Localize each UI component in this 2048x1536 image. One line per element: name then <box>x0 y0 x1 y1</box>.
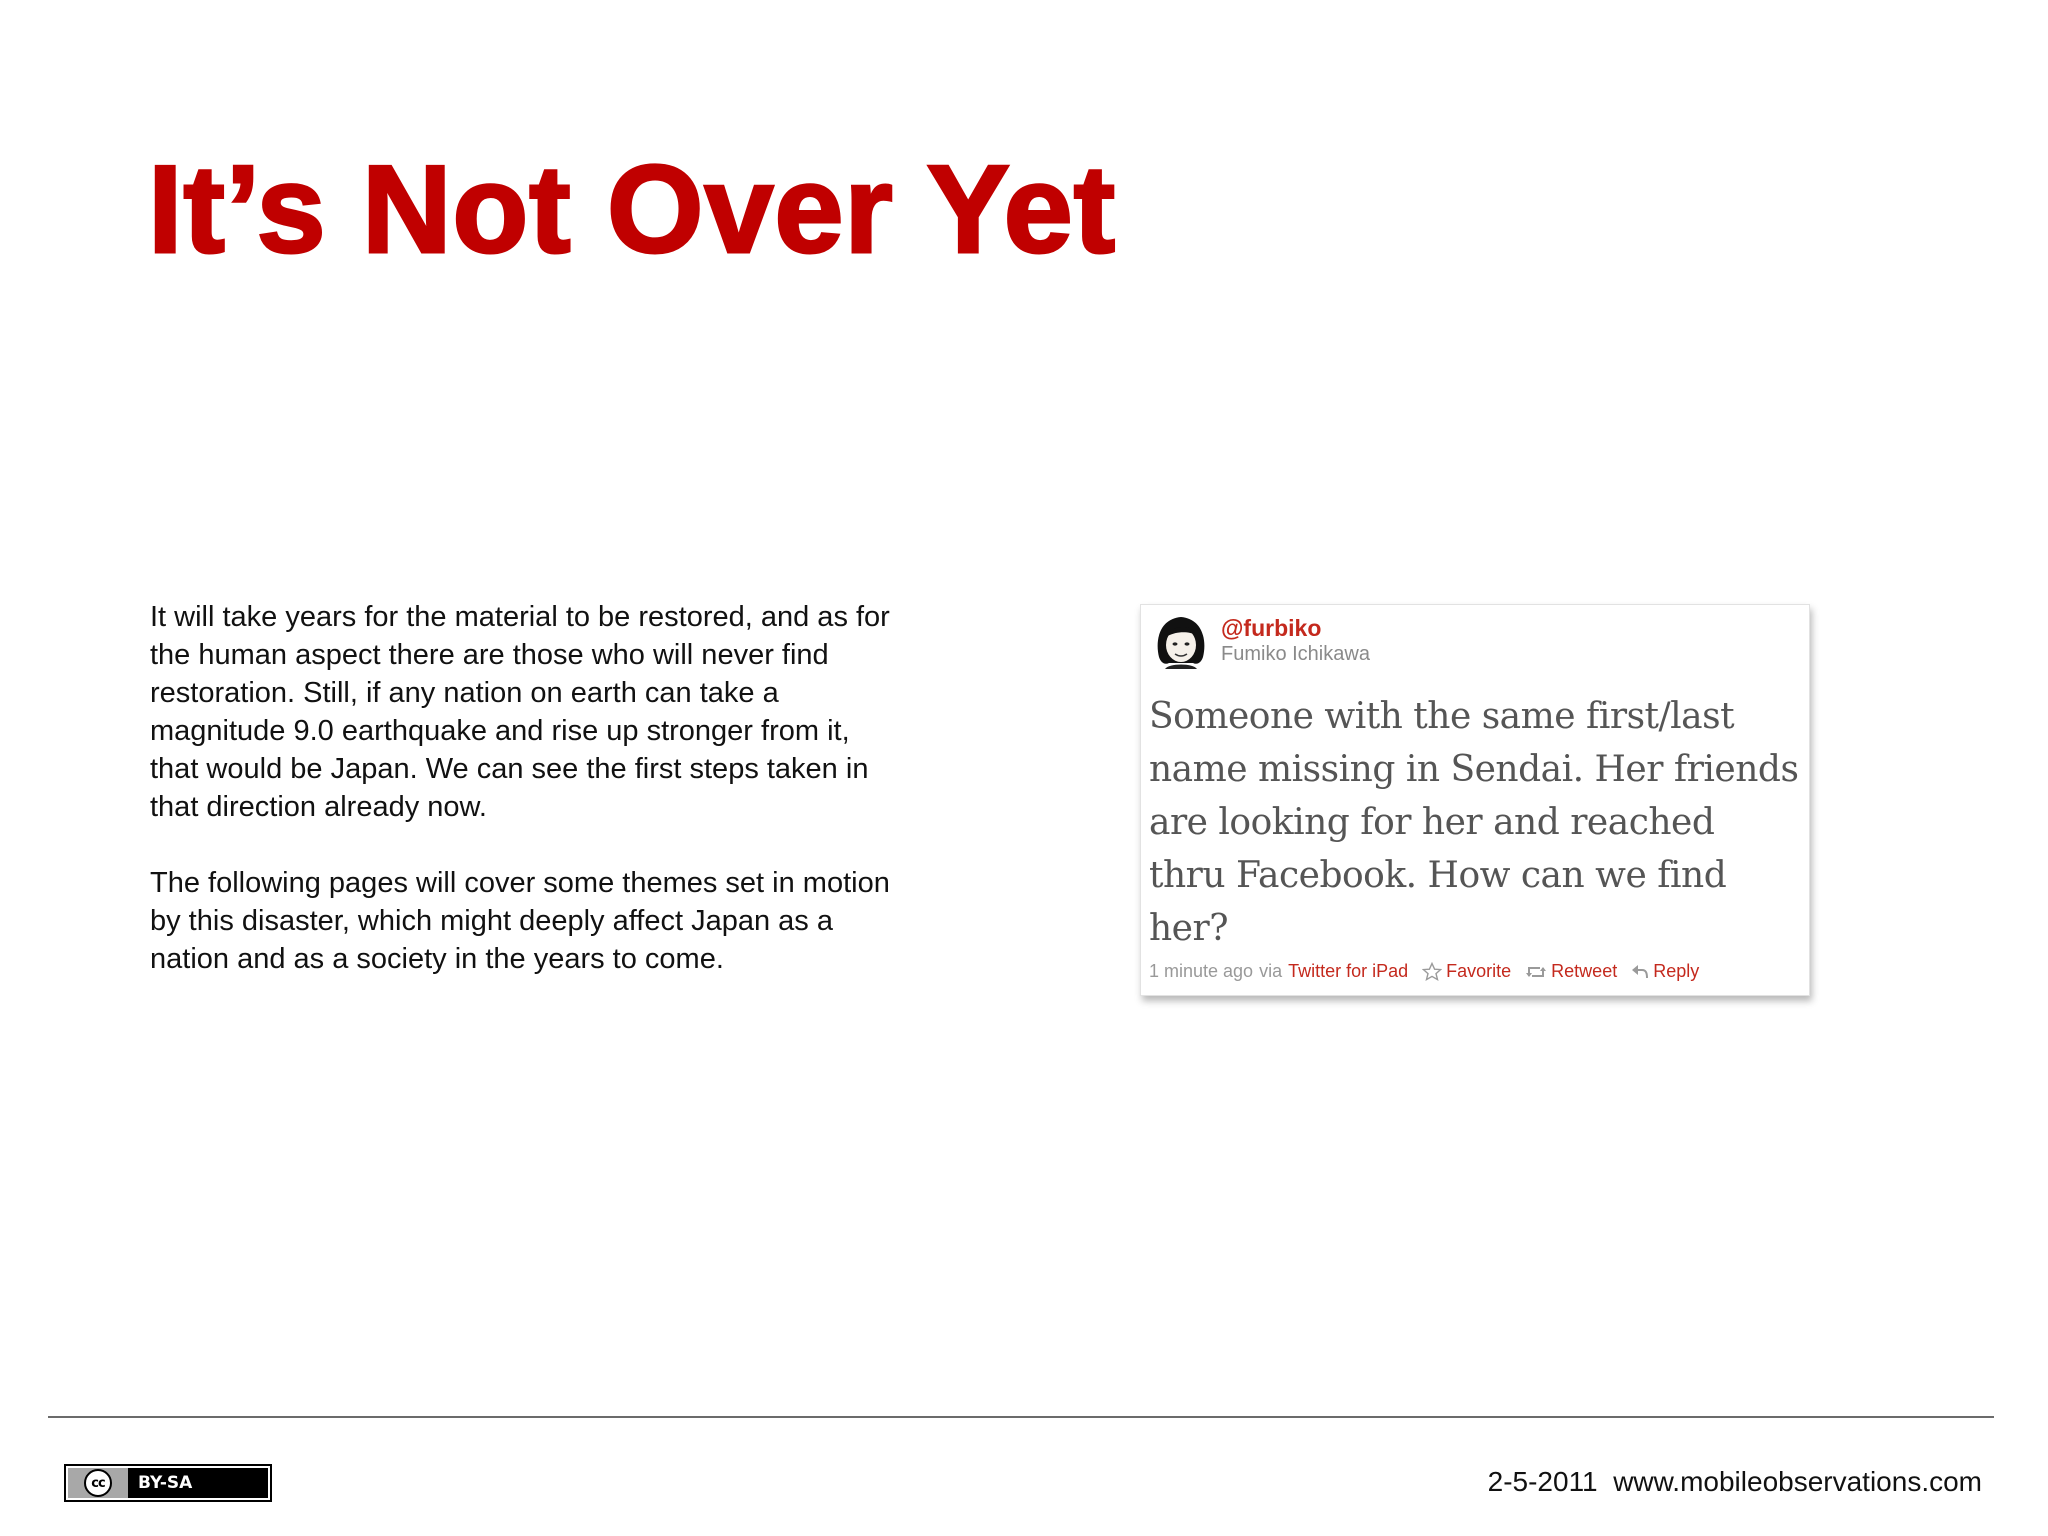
body-text <box>150 598 890 1016</box>
tweet-timestamp[interactable]: 1 minute ago <box>1149 961 1254 981</box>
tweet-author-name: Fumiko Ichikawa <box>1221 643 1370 665</box>
paragraph-1: It will take years for the material to be restored, and as for the human aspect there are those who will never find restoration. Still, if any nation on earth can take a magnitude 9.0 earthquake and rise up stronger from it, that would be Japan. We can see the first steps taken in that direction already now. <box>150 601 890 823</box>
retweet-label: Retweet <box>1551 961 1618 981</box>
avatar <box>1153 611 1209 671</box>
cc-icon: cc <box>84 1469 112 1497</box>
tweet-via-label: via <box>1259 961 1283 981</box>
footer-divider <box>48 1416 1994 1418</box>
cc-license-badge[interactable] <box>64 1464 272 1502</box>
favorite-button[interactable] <box>1422 961 1511 982</box>
tweet-source-link[interactable]: Twitter for iPad <box>1288 961 1409 981</box>
retweet-button[interactable] <box>1525 961 1617 982</box>
footer-date-url: 2-5-2011 www.mobileobservations.com <box>1487 1466 1982 1497</box>
paragraph-2: The following pages will cover some themes set in motion by this disaster, which might deeply affect Japan as a nation and as a society in the years to come. <box>150 867 890 975</box>
retweet-icon <box>1525 964 1547 980</box>
slide-title: It’s Not Over Yet <box>148 141 1117 279</box>
tweet-handle[interactable]: @furbiko <box>1221 615 1322 641</box>
reply-button[interactable] <box>1631 961 1699 982</box>
reply-icon <box>1631 964 1649 980</box>
reply-label: Reply <box>1653 961 1700 981</box>
favorite-label: Favorite <box>1446 961 1512 981</box>
tweet-screenshot <box>1140 604 1810 996</box>
tweet-text: Someone with the same first/last name missing in Sendai. Her friends are looking for her and reached thru Facebook. How can we find her? <box>1149 696 1799 949</box>
license-label: BY-SA <box>138 1473 193 1493</box>
tweet-meta <box>1149 961 1699 982</box>
star-icon <box>1422 962 1442 982</box>
